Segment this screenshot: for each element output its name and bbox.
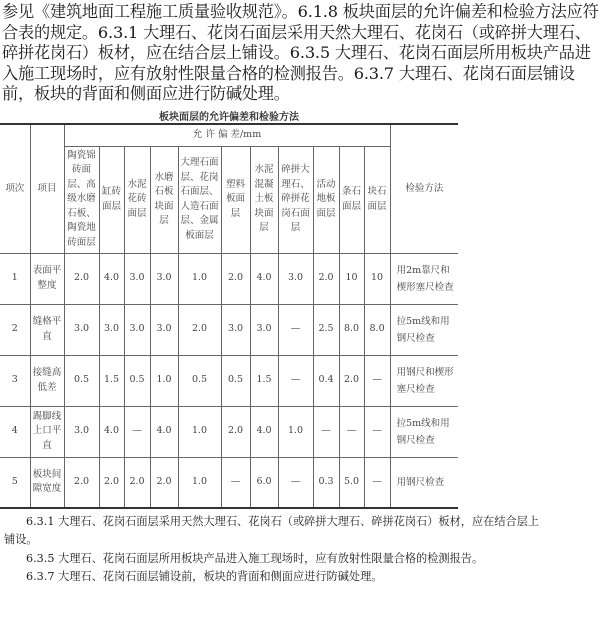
row-method-cell: 用钢尺和楔形塞尺检查 xyxy=(390,355,458,406)
tolerance-value-cell: 10 xyxy=(339,253,364,304)
tolerance-value-cell: 2.0 xyxy=(221,253,250,304)
subheader-cell: 塑料板面层 xyxy=(221,146,250,253)
tolerance-value-cell: 1.5 xyxy=(99,355,124,406)
tolerance-value-cell: 3.0 xyxy=(64,406,99,457)
tolerance-value-cell: 6.0 xyxy=(250,457,278,508)
table-row xyxy=(0,457,458,508)
note-6-3-5: 6.3.5 大理石、花岗石面层所用板块产品进入施工现场时，应有放射性限量合格的检测报告。 xyxy=(26,551,484,565)
tolerance-value-cell: 2.0 xyxy=(99,457,124,508)
subheader-cell: 活动地板面层 xyxy=(313,146,339,253)
tolerance-value-cell: 2.0 xyxy=(124,457,150,508)
tolerance-value-cell: — xyxy=(124,406,150,457)
subheader-cell: 缸砖面层 xyxy=(99,146,124,253)
subheader-cell: 块石面层 xyxy=(364,146,390,253)
tolerance-value-cell: — xyxy=(364,457,390,508)
tolerance-value-cell: 1.5 xyxy=(250,355,278,406)
tolerance-value-cell: 1.0 xyxy=(178,406,221,457)
notes-section xyxy=(4,513,544,587)
tolerance-value-cell: 0.5 xyxy=(64,355,99,406)
tolerance-value-cell: — xyxy=(278,304,313,355)
subheader-cell: 陶瓷锦砖面层、高级水磨石板、陶瓷地砖面层 xyxy=(64,146,99,253)
table-row xyxy=(0,304,458,355)
tolerance-value-cell: — xyxy=(339,406,364,457)
header-item: 项目 xyxy=(30,124,64,253)
subheader-cell: 水磨石板块面层 xyxy=(150,146,178,253)
tolerance-value-cell: 3.0 xyxy=(64,304,99,355)
tolerance-value-cell: 1.0 xyxy=(150,355,178,406)
tolerance-value-cell: 3.0 xyxy=(99,304,124,355)
subheader-cell: 水泥花砖面层 xyxy=(124,146,150,253)
tolerance-value-cell: — xyxy=(364,406,390,457)
subheader-cell: 碎拼大理石、碎拼花岗石面层 xyxy=(278,146,313,253)
tolerance-value-cell: — xyxy=(364,355,390,406)
tolerance-value-cell: 0.5 xyxy=(178,355,221,406)
header-row xyxy=(0,124,458,146)
note-6-3-1: 6.3.1 大理石、花岗石面层采用天然大理石、花岗石（或碎拼大理石、碎拼花岗石）板材，应在结合层上铺设。 xyxy=(4,515,540,547)
row-method-cell: 用2m靠尺和楔形塞尺检查 xyxy=(390,253,458,304)
header-method: 检验方法 xyxy=(390,124,458,253)
row-item-cell: 表面平整度 xyxy=(30,253,64,304)
tolerance-table xyxy=(0,123,458,509)
tolerance-value-cell: 10 xyxy=(364,253,390,304)
tolerance-value-cell: 8.0 xyxy=(364,304,390,355)
row-method-cell: 拉5m线和用钢尺检查 xyxy=(390,304,458,355)
tolerance-value-cell: 2.0 xyxy=(178,304,221,355)
tolerance-value-cell: 3.0 xyxy=(250,304,278,355)
row-index-cell: 1 xyxy=(0,253,30,304)
tolerance-value-cell: — xyxy=(313,406,339,457)
tolerance-value-cell: — xyxy=(278,355,313,406)
tolerance-value-cell: 3.0 xyxy=(278,253,313,304)
note-6-3-7: 6.3.7 大理石、花岗石面层铺设前，板块的背面和侧面应进行防碱处理。 xyxy=(26,570,383,584)
row-index-cell: 2 xyxy=(0,304,30,355)
header-index: 项次 xyxy=(0,124,30,253)
subheader-cell: 水泥混凝土板块面层 xyxy=(250,146,278,253)
tolerance-value-cell: 2.0 xyxy=(221,406,250,457)
tolerance-value-cell: 2.0 xyxy=(339,355,364,406)
tolerance-value-cell: 4.0 xyxy=(150,406,178,457)
table-title: 板块面层的允许偏差和检验方法 xyxy=(159,112,299,123)
tolerance-value-cell: 0.4 xyxy=(313,355,339,406)
table-row xyxy=(0,406,458,457)
tolerance-value-cell: 1.0 xyxy=(178,253,221,304)
tolerance-value-cell: 3.0 xyxy=(124,253,150,304)
tolerance-value-cell: 5.0 xyxy=(339,457,364,508)
tolerance-value-cell: 2.0 xyxy=(313,253,339,304)
intro-paragraph: 参见《建筑地面工程施工质量验收规范》。6.1.8 板块面层的允许偏差和检验方法应符合表的规定。6.3.1 大理石、花岗石面层采用天然大理石、花岗石（或碎拼大理石、碎拼花岗石）板材，应在结合层上铺设。6.3.5 大理石、花岗石面层所用板块产品进入施工现场时，应有放射性限量合格的检测报告。6.3.7 大理石、花岗石面层铺设前，板块的背面和侧面应进行防碱处理。 xyxy=(2,2,599,103)
subheader-row xyxy=(0,146,458,253)
tolerance-value-cell: 4.0 xyxy=(99,253,124,304)
tolerance-value-cell: — xyxy=(221,457,250,508)
tolerance-value-cell: 3.0 xyxy=(124,304,150,355)
tolerance-value-cell: 3.0 xyxy=(150,304,178,355)
row-index-cell: 4 xyxy=(0,406,30,457)
tolerance-value-cell: — xyxy=(278,457,313,508)
tolerance-value-cell: 4.0 xyxy=(250,253,278,304)
tolerance-value-cell: 0.3 xyxy=(313,457,339,508)
tolerance-value-cell: 2.0 xyxy=(64,253,99,304)
tolerance-value-cell: 1.0 xyxy=(178,457,221,508)
table-row xyxy=(0,355,458,406)
row-item-cell: 板块间隙宽度 xyxy=(30,457,64,508)
tolerance-value-cell: 1.0 xyxy=(278,406,313,457)
tolerance-value-cell: 2.0 xyxy=(64,457,99,508)
row-method-cell: 拉5m线和用钢尺检查 xyxy=(390,406,458,457)
row-item-cell: 缝格平直 xyxy=(30,304,64,355)
row-index-cell: 3 xyxy=(0,355,30,406)
tolerance-value-cell: 2.5 xyxy=(313,304,339,355)
tolerance-value-cell: 3.0 xyxy=(150,253,178,304)
tolerance-value-cell: 3.0 xyxy=(221,304,250,355)
tolerance-value-cell: 0.5 xyxy=(124,355,150,406)
subheader-cell: 大理石面层、花岗石面层、人造石面层、金属板面层 xyxy=(178,146,221,253)
tolerance-value-cell: 2.0 xyxy=(150,457,178,508)
tolerance-value-cell: 8.0 xyxy=(339,304,364,355)
row-method-cell: 用钢尺检查 xyxy=(390,457,458,508)
row-index-cell: 5 xyxy=(0,457,30,508)
tolerance-value-cell: 4.0 xyxy=(250,406,278,457)
header-group-tolerance: 允 许 偏 差/mm xyxy=(64,124,390,146)
row-item-cell: 接缝高低差 xyxy=(30,355,64,406)
table-row xyxy=(0,253,458,304)
tolerance-value-cell: 4.0 xyxy=(99,406,124,457)
row-item-cell: 踢脚线上口平直 xyxy=(30,406,64,457)
tolerance-value-cell: 0.5 xyxy=(221,355,250,406)
subheader-cell: 条石面层 xyxy=(339,146,364,253)
